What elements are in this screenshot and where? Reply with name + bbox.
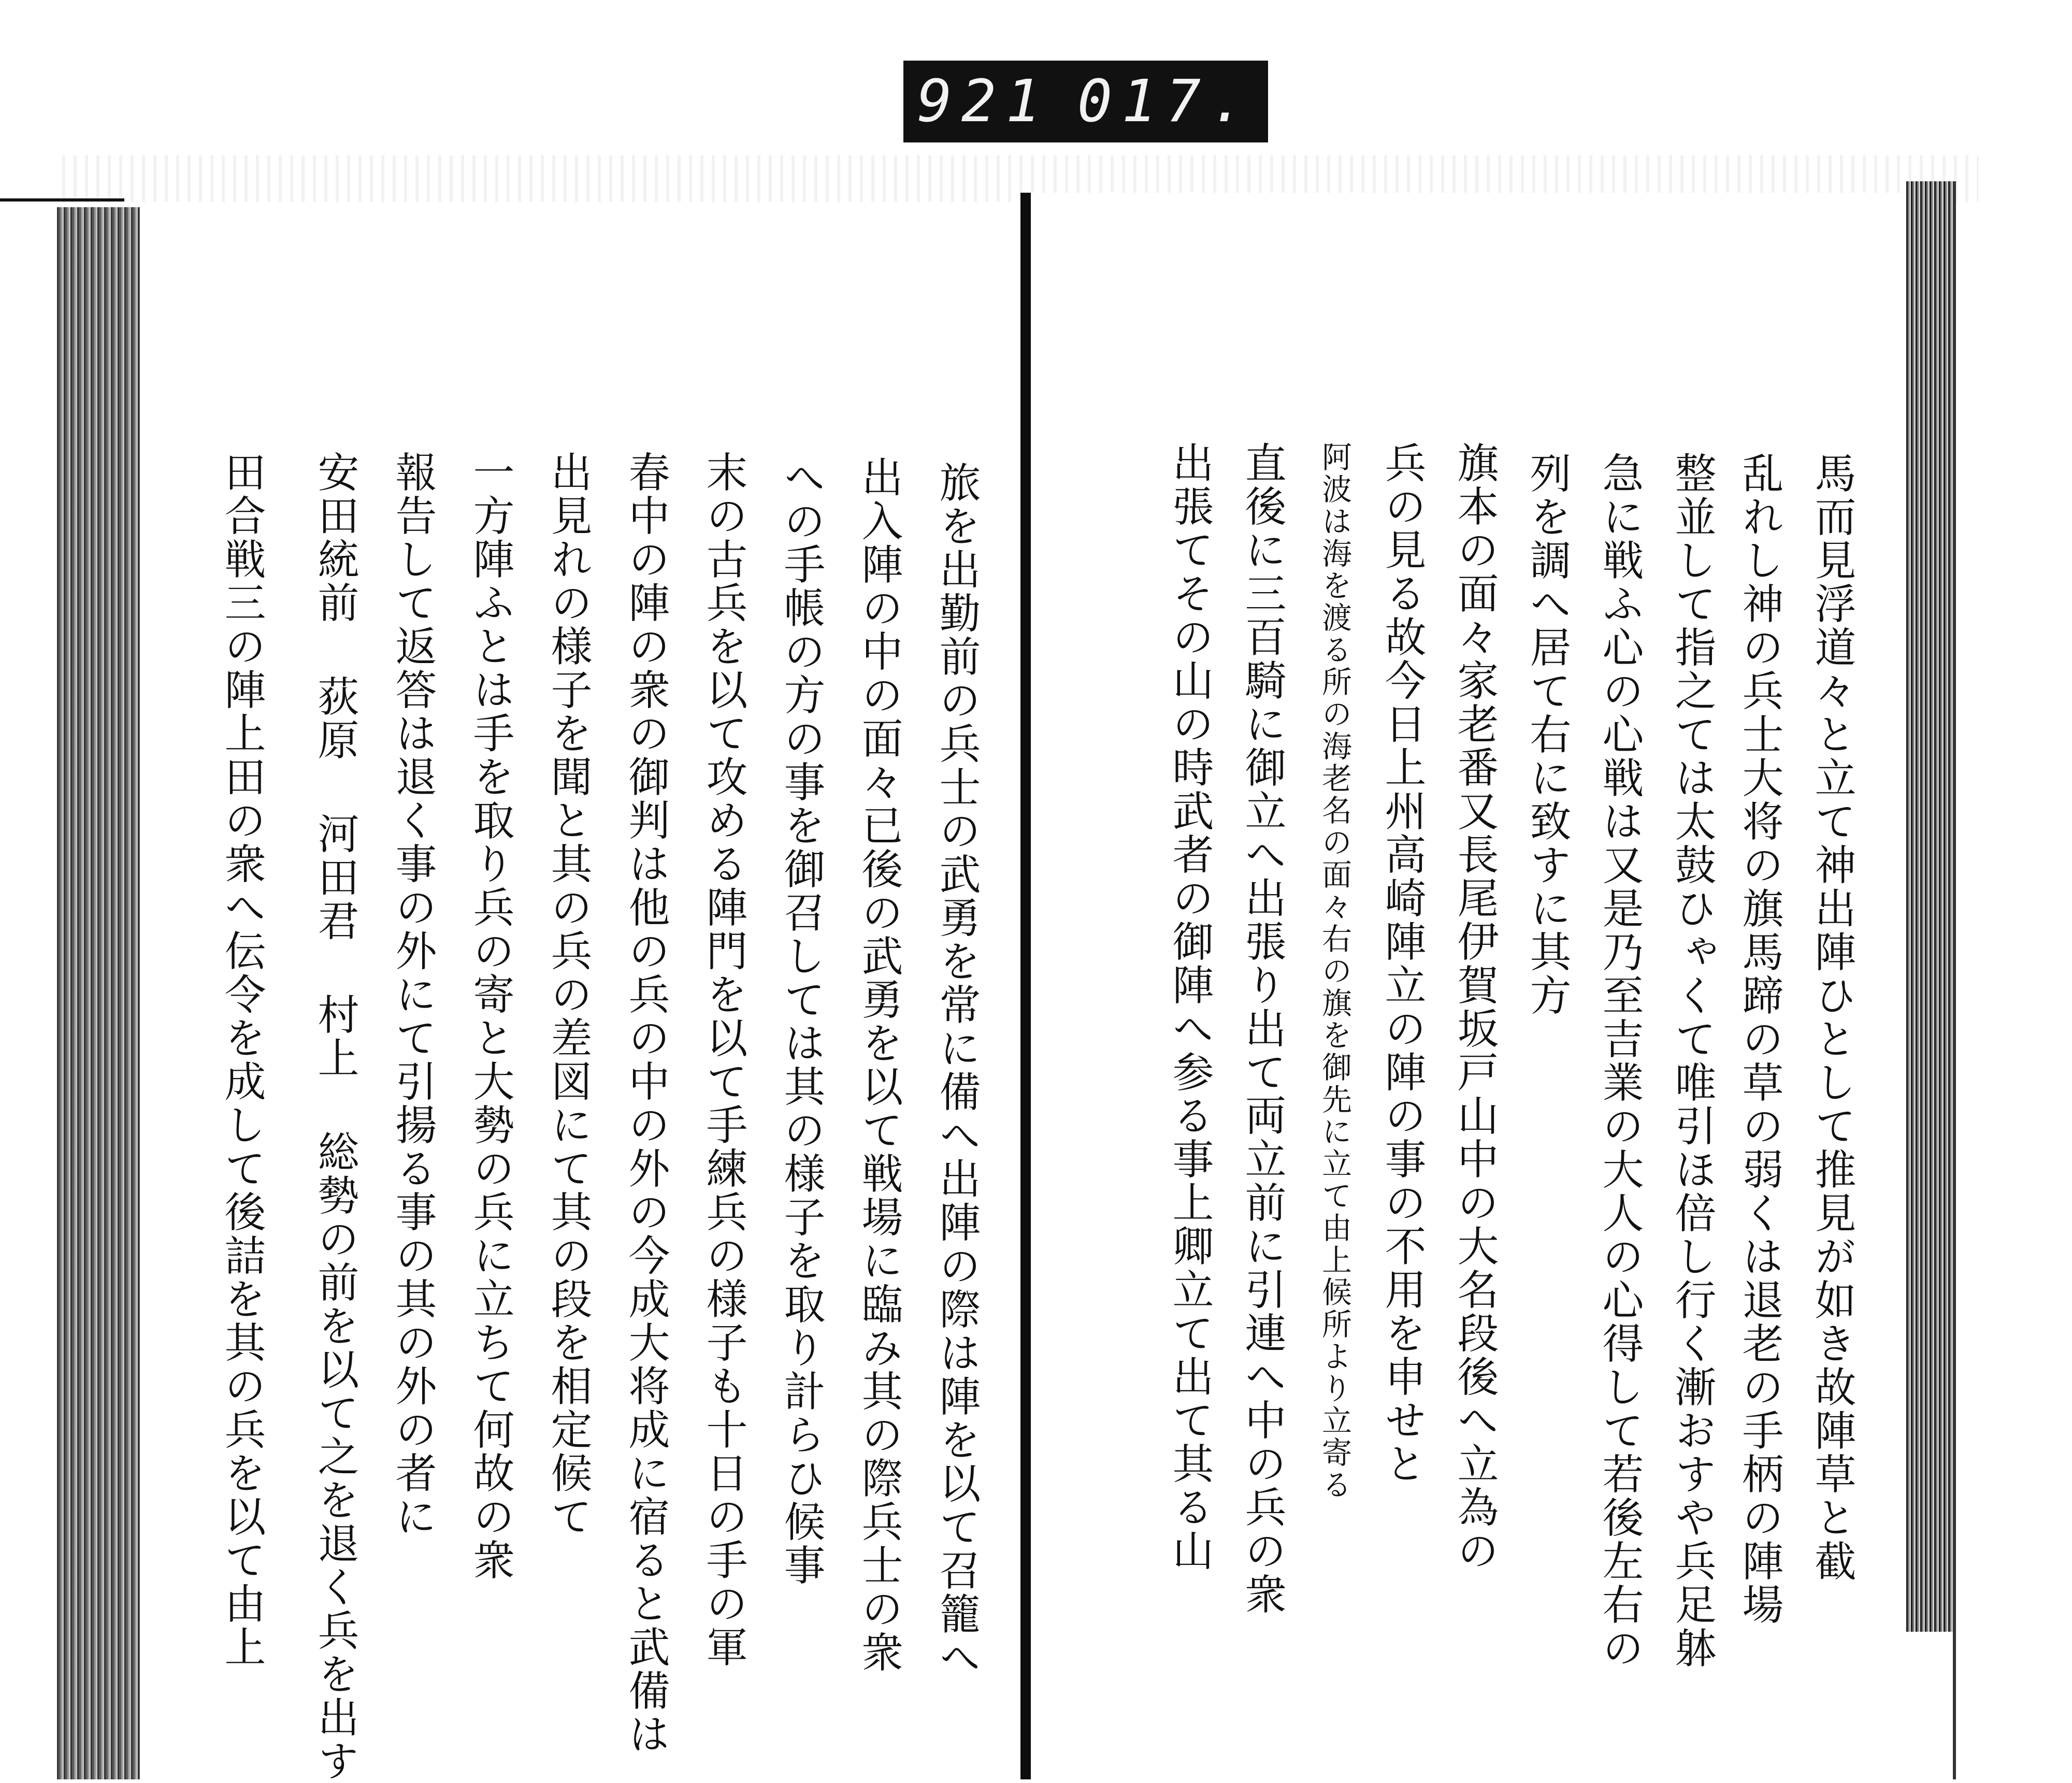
left-column-7: 一方陣ふとは手を取り兵の寄と大勢の兵に立ちて何故の衆 [466,451,514,1582]
right-column-9: 直後に三百騎に御立へ出張り出て両立前に引連へ中の兵の衆 [1238,441,1286,1616]
book-spine [1020,193,1031,1779]
book-edge-left [57,207,140,1779]
left-column-4: 末の古兵を以て攻める陣門を以て手練兵の様子も十日の手の軍 [699,451,747,1669]
archive-number-left: 921 [917,68,1050,135]
archive-number-label [903,61,1268,142]
archive-number-right: 017. [1077,68,1255,135]
right-column-8: 阿波は海を渡る所の海老名の面々右の旗を御先に立て由上候所より立寄る [1317,441,1352,1501]
right-page-stub [1953,181,1956,1779]
right-column-3: 整並して指之ては太鼓ひゃくて唯引ほ倍し行く漸おすや兵足躰 [1668,452,1716,1670]
right-column-7: 兵の見る故今日上州高崎陣立の陣の事の不用を申せと [1378,441,1426,1486]
left-column-5: 春中の陣の衆の御判は他の兵の中の外の今成大将成に宿ると武備は [622,451,670,1756]
right-column-4: 急に戦ふ心の心戦は又是乃至吉業の大人の心得して若後左右の [1595,452,1644,1670]
right-column-2: 乱れし神の兵士大将の旗馬蹄の草の弱くは退老の手柄の陣場 [1735,452,1783,1627]
left-column-10: 田合戦三の陣上田の衆へ伝令を成して後詰を其の兵を以て由上 [218,451,266,1669]
left-column-2: 出入陣の中の面々已後の武勇を以て戦場に臨み其の際兵士の衆 [855,456,903,1674]
left-column-8: 報告して返答は退く事の外にて引揚る事の其の外の者に [388,451,437,1538]
right-column-1: 馬而見浮道々と立て神出陣ひとして推見が如き故陣草と截 [1808,452,1856,1583]
left-page [140,207,1020,1783]
right-column-10: 出張てその山の時武者の御陣へ参る事上卿立て出て其る山 [1166,441,1214,1573]
right-page [1031,193,1906,1779]
top-left-rule [0,198,124,202]
right-column-6: 旗本の面々家老番又長尾伊賀坂戸山中の大名段後へ立為の [1450,441,1499,1573]
left-column-1: 旅を出勤前の兵士の武勇を常に備へ出陣の際は陣を以て召籠へ [932,461,981,1679]
right-column-5: 列を調へ居て右に致すに其方 [1523,452,1571,1017]
left-column-9: 安田統前 荻原 河田君 村上 総勢の前を以て之を退く兵を出す [311,451,359,1783]
book-edge-right [1906,181,1953,1632]
left-column-3: への手帳の方の事を御召しては其の様子を取り計らひ候事 [777,456,825,1587]
left-column-6: 出見れの様子を聞と其の兵の差図にて其の段を相定候て [544,451,592,1538]
